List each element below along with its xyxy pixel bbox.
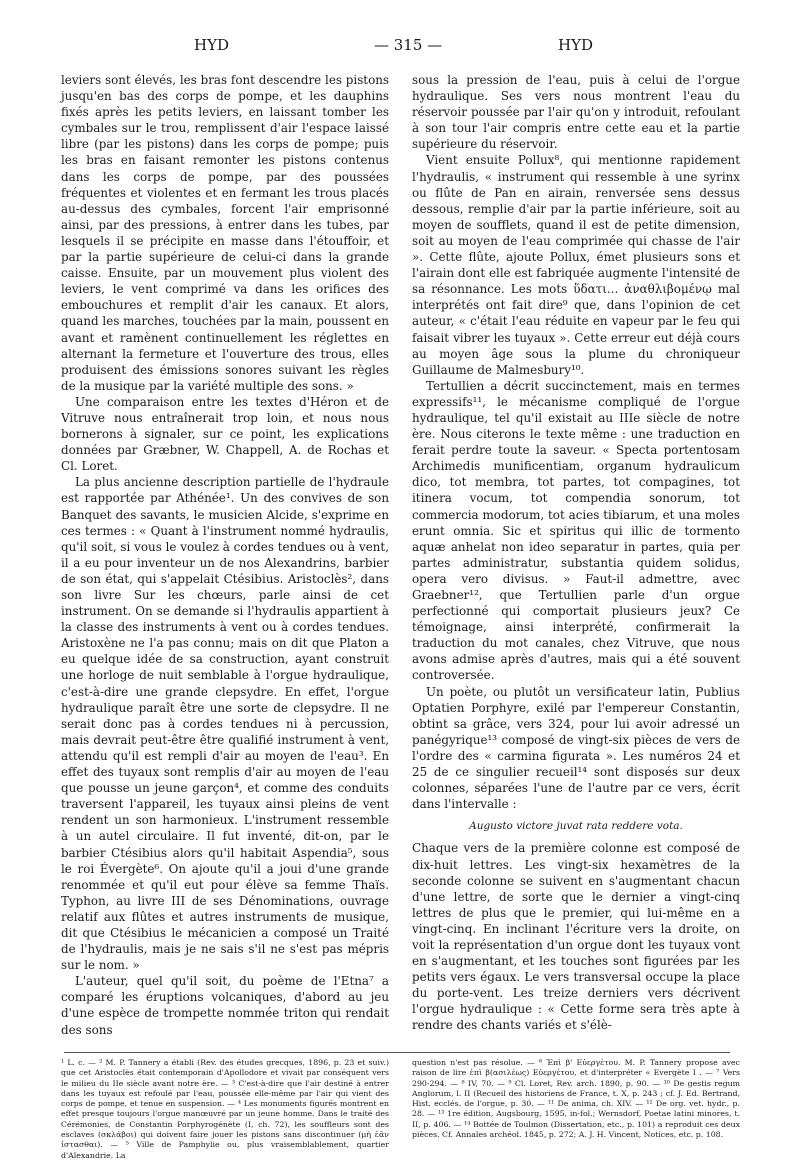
left-column — [61, 72, 389, 1038]
page-number: — 315 — — [374, 36, 443, 54]
footnote-text: question n'est pas résolue. — ⁶ Ἐπὶ β' Εὐεργέτου. M. P. Tannery propose avec raison de lire ἐπὶ β(ασιλέως) Εὐεργέτου, et d'interpréter « Evergète I . — ⁷ Vers 290-294. — ⁸ IV, 70. — ⁹ Cl. Loret, Rev. arch. 1890, p. 90. — ¹⁰ De gestis regum Anglorum, l. II (Recueil des historiens de France, t. X, p. 243 ; cf. J. Ed. Bertrand, Hist. ecclés. de l'orgue, p. 30. — ¹¹ De anima, ch. XIV. — ¹² De org. vet. hydr., p. 28. — ¹³ 1re édition, Augsbourg, 1595, in-fol.; Wernsdorf, Poetae latini minores, t. II, p. 406. — ¹⁴ Bottée de Toulmon (Dissertation, etc., p. 101) a reproduit ces deux pièces. Cf. Annales archéol. 1845, p. 272; A. J. H. Vincent, Notices, etc. p. 108. — [412, 1058, 740, 1140]
paragraph: Chaque vers de la première colonne est composé de dix-huit lettres. Les vingt-six hexamètres de la seconde colonne se suivent en s'augmentant chacun d'une lettre, de sorte que le dernier a vingt-cinq lettres de plus que le premier, qui lui-même en a vingt-cinq. En inclinant l'écriture vers la droite, on voit la représentation d'un orgue dont les tuyaux vont en s'augmentant, et les touches sont figurées par les petits vers égaux. Le vers transversal occupe la place du porte-vent. Les treize derniers vers décrivent l'orgue hydraulique : « Cette forme sera très apte à rendre des chants variés et s'élè- — [412, 841, 740, 1033]
paragraph: Une comparaison entre les textes d'Héron et de Vitruve nous entraînerait trop loin, et nous nous bornerons à signaler, sur ce point, les explications données par Græbner, W. Chappell, A. de Rochas et Cl. Loret. — [61, 394, 389, 474]
paragraph: leviers sont élevés, les bras font descendre les pistons jusqu'en bas des corps de pompe, et les dauphins fixés après les petits leviers, en laissant tomber les cymbales sur le trou, remplissent d'air l'espace laissé libre (par les pistons) dans les corps de pompe; puis les bras en faisant remonter les pistons contenus dans les corps de pompe, par des poussées fréquentes et violentes et en fermant les trous placés au-dessus des cymbales, forcent l'air emprisonné ainsi, par des pressions, à entrer dans les tubes, par lesquels il se précipite en masse dans l'étouffoir, et par la partie supérieure de celui-ci dans la grande caisse. Ensuite, par un mouvement plus violent des leviers, le vent comprimé va dans les orifices des embouchures et remplit d'air les canaux. Et alors, quand les marches, touchées par la main, poussent en avant et ramènent continuellement les réglettes en alternant la fermeture et l'ouverture des trous, elles produisent des émissions sonores suivant les règles de la musique par la variété multiple des sons. » — [61, 73, 389, 393]
paragraph: Vient ensuite Pollux⁸, qui mentionne rapidement l'hydraulis, « instrument qui ressemble à une syrinx ou flûte de Pan en airain, renversée sens dessus dessous, remplie d'air par la partie inférieure, soit au moyen de soufflets, quand il est de petite dimension, soit au moyen de l'eau comprimée qui chasse de l'air ». Cette flûte, ajoute Pollux, émet plusieurs sons et l'airain dont elle est fabriquée augmente l'intensité de sa résonnance. Les mots ὕδατι... ἀναθλιβομένῳ mal interprétés ont fait dire⁹ que, dans l'opinion de cet auteur, « c'était l'eau réduite en vapeur par le feu qui faisait vibrer les tuyaux ». Cette erreur eut déjà cours au moyen âge sous la plume du chroniqueur Guillaume de Malmesbury¹⁰. — [412, 153, 740, 377]
footnotes-left — [61, 1058, 389, 1161]
paragraph: Tertullien a décrit succinctement, mais en termes expressifs¹¹, le mécanisme compliqué de l'orgue hydraulique, tel qu'il existait au IIIe siècle de notre ère. Nous citerons le texte même : une traduction en ferait perdre toute la saveur. « Specta portentosam Archimedis munificentiam, organum hydraulicum dico, tot membra, tot partes, tot compagines, tot itinera vocum, tot compendia sonorum, tot commercia modorum, tot acies tibiarum, et una moles erunt omnia. Sic et spiritus qui illic de tormento aquæ anhelat non ideo separatur in partes, quia per partes administratur, substantia quidem solidus, opera vero divisus. » Faut-il admettre, avec Graebner¹², que Tertullien parle d'un orgue perfectionné qui comportait plusieurs jeux? Ce témoignage, ainsi interprété, confirmerait la traduction du mot canales, chez Vitruve, que nous avons admise après d'autres, mais qui a été souvent controversée. — [412, 378, 740, 683]
paragraph: Un poète, ou plutôt un versificateur latin, Publius Optatien Porphyre, exilé par l'empereur Constantin, obtint sa grâce, vers 324, pour lui avoir adressé un panégyrique¹³ composé de vingt-six pièces de vers de l'ordre des « carmina figurata ». Les numéros 24 et 25 de ce singulier recueil¹⁴ sont disposés sur deux colonnes, séparées l'une de l'autre par ce vers, écrit dans l'intervalle : — [412, 684, 740, 812]
paragraph: La plus ancienne description partielle de l'hydraule est rapportée par Athénée¹. Un des convives de son Banquet des savants, le musicien Alcide, s'exprime en ces termes : « Quant à l'instrument nommé hydraulis, qu'il soit, si vous le voulez à cordes tendues ou à vent, il a eu pour inventeur un de nos Alexandrins, barbier de son état, qui s'appelait Ctésibius. Aristoclès², dans son livre Sur les chœurs, parle ainsi de cet instrument. On se demande si l'hydraulis appartient à la classe des instruments à vent ou à cordes tendues. Aristoxène ne l'a pas connu; mais on dit que Platon a eu quelque idée de sa construction, ayant construit une horloge de nuit semblable à l'orgue hydraulique, c'est-à-dire une grande clepsydre. En effet, l'orgue hydraulique paraît être une sorte de clepsydre. Il ne serait donc pas à cordes tendues ni à percussion, mais devrait peut-être être qualifié instrument à vent, attendu qu'il est rempli d'air au moyen de l'eau³. En effet des tuyaux sont remplis d'air au moyen de l'eau que pousse un jeune garçon⁴, et comme des conduits traversent l'appareil, les tuyaux ainsi pleins de vent rendent un son harmonieux. L'instrument ressemble à un autel circulaire. Il fut inventé, dit-on, par le barbier Ctésibius alors qu'il habitait Aspendia⁵, sous le roi Évergète⁶. On ajoute qu'il a joui d'une grande renommée et qu'il eut pour élève sa femme Thaïs. Typhon, au livre III de ses Dénominations, ouvrage relatif aux flûtes et autres instruments de musique, dit que Ctésibius le mécanicien a composé un Traité de l'hydraulis, mais je ne sais s'il ne s'est pas mépris sur le nom. » — [61, 475, 389, 973]
header-right: HYD — [558, 36, 594, 54]
running-header — [64, 36, 730, 62]
footnotes-right — [412, 1058, 740, 1140]
right-column — [412, 72, 740, 1034]
paragraph: sous la pression de l'eau, puis à celui de l'orgue hydraulique. Ses vers nous montrent l'eau du réservoir poussée par l'air qu'on y introduit, refoulant à son tour l'air compris entre cette eau et la partie supérieure du réservoir. — [412, 73, 740, 152]
quoted-verse: Augusto victore juvat rata reddere vota. — [469, 820, 683, 833]
header-left: HYD — [194, 36, 230, 54]
footnote-text: ¹ L. c. — ² M. P. Tannery a établi (Rev. des études grecques, 1896, p. 23 et suiv.) que cet Aristoclès était contemporain d'Apollodore et vivait par conséquent vers le milieu du IIe siècle avant notre ère. — ³ C'est-à-dire que l'air destiné à entrer dans les tuyaux est refoulé par l'eau, poussée elle-même par l'air qui vient des corps de pompe, et tenue en suspension. — ⁴ Les monuments figurés montrent en effet presque toujours l'orgue manœuvré par un jeune homme. Dans le traité des Cérémonies, de Constantin Porphyrogénète (I, ch. 72), les souffleurs sont des esclaves (σκλάβοι) qui doivent faire jouer les pistons sans discontinuer (μὴ ἐᾶν ἱστασθαι). — ⁵ Ville de Pamphylie ou, plus vraisemblablement, quartier d'Alexandrie. La — [61, 1058, 389, 1160]
footnote-divider — [64, 1052, 730, 1053]
paragraph: L'auteur, quel qu'il soit, du poème de l'Etna⁷ a comparé les éruptions volcaniques, d'abord au jeu d'une espèce de trompette nommée triton qui rendait des sons — [61, 974, 389, 1037]
